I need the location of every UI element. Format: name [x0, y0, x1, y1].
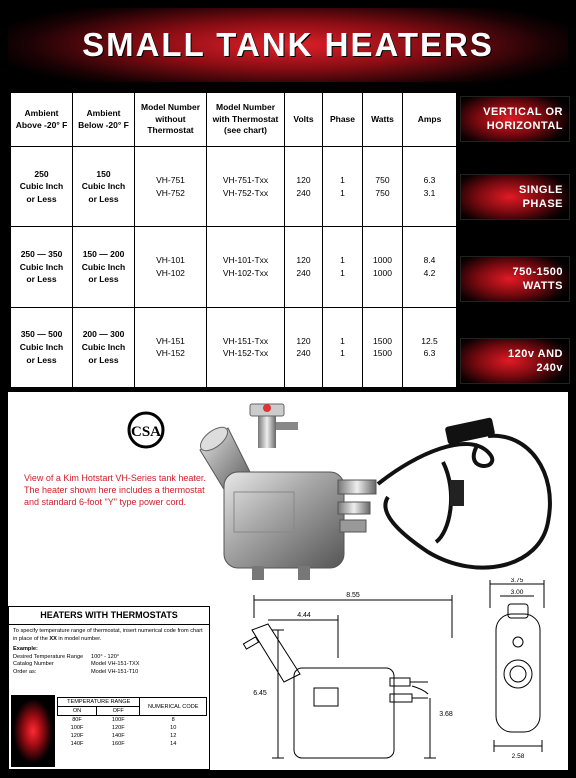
cell-ambient-below: 200 — 300 Cubic Inch or Less	[73, 307, 135, 387]
cell-model: VH-751 VH-752	[135, 147, 207, 227]
code-header: NUMERICAL CODE	[140, 698, 207, 716]
col-ambient-below: Ambient Below -20° F	[73, 93, 135, 147]
table-row	[11, 227, 457, 307]
cell-model-thermostat: VH-151-Txx VH-152-Txx	[207, 307, 285, 387]
badge-phase: SINGLE PHASE	[460, 174, 570, 220]
csa-logo-text: CSA	[130, 424, 162, 440]
temperature-range-table	[57, 697, 207, 748]
cell-ambient-below: 150 — 200 Cubic Inch or Less	[73, 227, 135, 307]
cell-amps: 12.5 6.3	[403, 307, 457, 387]
example-row: Desired Temperature Range 100° - 120°	[13, 653, 120, 660]
example-row: Order as: Model VH-151-T10	[13, 668, 139, 675]
table-row	[11, 307, 457, 387]
table-row: 80F 100F 8	[72, 717, 175, 723]
cell-amps: 6.3 3.1	[403, 147, 457, 227]
cell-ambient-above: 250 — 350 Cubic Inch or Less	[11, 227, 73, 307]
spec-table	[10, 92, 457, 388]
col-ambient-above: Ambient Above -20° F	[11, 93, 73, 147]
dim-end-inner: 3.00	[510, 589, 524, 596]
cell-model-thermostat: VH-101-Txx VH-102-Txx	[207, 227, 285, 307]
col-volts: Volts	[285, 93, 323, 147]
cell-model-thermostat: VH-751-Txx VH-752-Txx	[207, 147, 285, 227]
dim-width: 8.55	[346, 592, 360, 599]
table-row: 120F 140F 12	[70, 733, 177, 740]
page-header	[8, 8, 568, 82]
cell-phase: 1 1	[323, 147, 363, 227]
technical-drawing	[214, 578, 568, 770]
csa-logo	[124, 406, 172, 452]
cell-model: VH-151 VH-152	[135, 307, 207, 387]
thermostat-description: To specify temperature range of thermostat, insert numerical code from chart in place of the XX in model number.	[13, 628, 203, 642]
col-amps: Amps	[403, 93, 457, 147]
cell-watts: 750 750	[363, 147, 403, 227]
cell-volts: 120 240	[285, 227, 323, 307]
red-glow-decoration	[11, 695, 55, 767]
col-model-with: Model Number with Thermostat (see chart)	[207, 93, 285, 147]
col-watts: Watts	[363, 93, 403, 147]
page-title: SMALL TANK HEATERS	[82, 26, 494, 63]
dim-base: 2.58	[511, 753, 525, 760]
thermostat-box	[8, 606, 210, 770]
cell-watts: 1500 1500	[363, 307, 403, 387]
cell-ambient-above: 350 — 500 Cubic Inch or Less	[11, 307, 73, 387]
cell-phase: 1 1	[323, 227, 363, 307]
photo-caption: View of a Kim Hotstart VH-Series tank heater. The heater shown here includes a thermostat and standard 6-foot "Y" type power cord.	[24, 473, 206, 508]
badge-orientation: VERTICAL OR HORIZONTAL	[460, 96, 570, 142]
table-row: 140F 160F 14	[70, 741, 177, 748]
table-row	[11, 147, 457, 227]
dim-end-width: 3.75	[510, 578, 524, 584]
badge-voltage: 120v AND 240v	[460, 338, 570, 384]
thermostat-title: HEATERS WITH THERMOSTATS	[9, 607, 209, 625]
cell-volts: 120 240	[285, 147, 323, 227]
thermostat-example: Example: Desired Temperature Range 100° - 120° Catalog Number Model VH-151-TXX Order as: Model VH-151-T10	[9, 643, 209, 676]
cell-watts: 1000 1000	[363, 227, 403, 307]
cell-ambient-below: 150 Cubic Inch or Less	[73, 147, 135, 227]
example-row: Catalog Number Model VH-151-TXX	[13, 661, 140, 668]
spec-header-row	[11, 93, 457, 147]
cell-ambient-above: 250 Cubic Inch or Less	[11, 147, 73, 227]
dim-inlet: 4.44	[297, 612, 311, 619]
dim-height: 6.45	[253, 690, 267, 697]
heater-photo	[188, 392, 568, 600]
on-header: ON	[58, 707, 97, 716]
cell-amps: 8.4 4.2	[403, 227, 457, 307]
off-header: OFF	[97, 707, 140, 716]
col-model-without: Model Number without Thermostat	[135, 93, 207, 147]
cell-phase: 1 1	[323, 307, 363, 387]
col-phase: Phase	[323, 93, 363, 147]
product-photo-area	[8, 392, 568, 600]
range-header: TEMPERATURE RANGE	[58, 698, 140, 707]
table-row: 100F 120F 10	[70, 725, 177, 732]
dim-outlet: 3.68	[439, 711, 453, 718]
cell-model: VH-101 VH-102	[135, 227, 207, 307]
badge-watts: 750-1500 WATTS	[460, 256, 570, 302]
cell-volts: 120 240	[285, 307, 323, 387]
